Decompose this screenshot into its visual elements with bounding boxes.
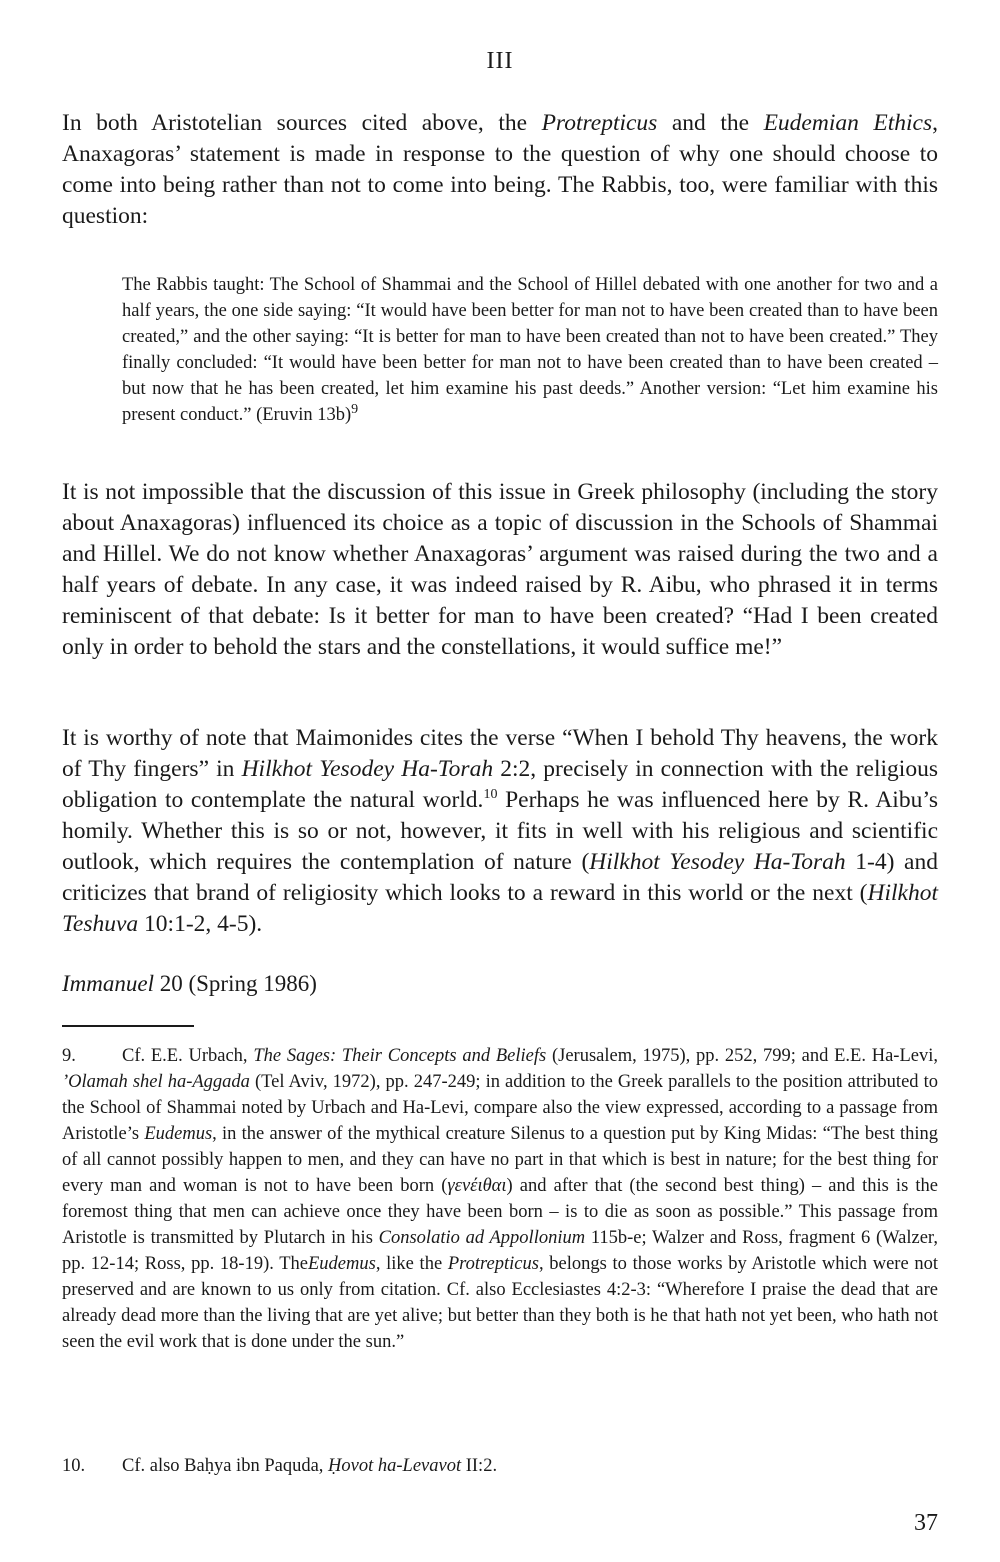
- journal-title: Immanuel: [62, 971, 154, 996]
- journal-citation: Immanuel 20 (Spring 1986): [62, 971, 317, 996]
- title-protrepticus: Protrepticus: [541, 110, 658, 136]
- paragraph-1: In both Aristotelian sources cited above, the Protrepticus and the Eudemian Ethics, Anaxagoras’ statement is made in response to the question of why one should choose to come into being rather than not to come into being. The Rabbis, too, were familiar with this question:: [62, 110, 938, 229]
- footnote-divider: [62, 1025, 194, 1027]
- footnote-ref-10: 10: [483, 787, 498, 803]
- section-number: III: [486, 48, 514, 74]
- greek-word: γενέιθαι: [447, 1176, 507, 1196]
- footnote-number: 10.: [62, 1456, 86, 1476]
- title-eudemian-ethics: Eudemian Ethics: [763, 110, 933, 136]
- page-number: 37: [914, 1510, 938, 1536]
- footnote-ref-9: 9: [351, 401, 359, 417]
- footnote-number: 9.: [62, 1046, 76, 1066]
- footnote-10: 10. Cf. also Baḥya ibn Paquda, Ḥovot ha-Levavot II:2.: [62, 1453, 938, 1479]
- paragraph-2: It is not impossible that the discussion of this issue in Greek philosophy (including the story about Anaxagoras) influenced its choice as a topic of discussion in the Schools of Shammai and Hillel. We do not know whether Anaxagoras’ argument was raised during the two and a half years of debate. In any case, it was indeed raised by R. Aibu, who phrased it in terms reminiscent of that debate: Is it better for man to have been created? “Had I been created only in order to behold the stars and the constellations, it would suffice me!”: [62, 479, 938, 660]
- paragraph-3: It is worthy of note that Maimonides cites the verse “When I behold Thy heavens, the work of Thy fingers” in Hilkhot Yesodey Ha-Torah 2:2, precisely in connection with the religious obligation to contemplate the natural world.$^{10}$ Perhaps he was influenced here by R. Aibu’s homily. Whether this is so or not, however, it fits in well with his religious and scientific outlook, which requires the contemplation of nature (Hilkhot Yesodey Ha-Torah 1-4) and criticizes that brand of religiosity which looks to a reward in this world or the next (Hilkhot Teshuva 10:1-2, 4-5).: [62, 725, 938, 937]
- talmud-quotation: The Rabbis taught: The School of Shammai and the School of Hillel debated with one another for two and a half years, the one side saying: “It would have been better for man not to have been created than to have been created,” and the other saying: “It is better for man to have been created than not to have been created.” They finally concluded: “It would have been better for man not to have been created than to have been created – but now that he has been created, let him examine his past deeds.” Another version: “Let him examine his present conduct.” (Eruvin 13b)$^9$: [122, 275, 938, 425]
- footnote-9: 9. Cf. E.E. Urbach, The Sages: Their Concepts and Beliefs (Jerusalem, 1975), pp. 252, 799; and E.E. Ha-Levi, ’Olamah shel ha-Aggada (Tel Aviv, 1972), pp. 247-249; in addition to the Greek parallels to the position attributed to the School of Shammai noted by Urbach and Ha-Levi, compare also the view expressed, according to a passage from Aristotle’s Eudemus, in the answer of the mythical creature Silenus to a question put by King Midas: “The best thing of all cannot possibly happen to men, and they can have no part in that which is best in nature; for the best thing for every man and woman is not to have been born (γενέιθαι) and after that (the second best thing) – and this is the foremost thing that men can achieve once they have been born – is to die as soon as possible.” This passage from Aristotle is transmitted by Plutarch in his Consolatio ad Appollonium 115b-e; Walzer and Ross, fragment 6 (Walzer, pp. 12-14; Ross, pp. 18-19). TheEudemus, like the Protrepticus, belongs to those works by Aristotle which were not preserved and are known to us only from citation. Cf. also Ecclesiastes 4:2-3: “Wherefore I praise the dead that are already dead more than the living that are yet alive; but better than they both is he that hath not yet been, who hath not seen the evil work that is done under the sun.”: [62, 1043, 938, 1355]
